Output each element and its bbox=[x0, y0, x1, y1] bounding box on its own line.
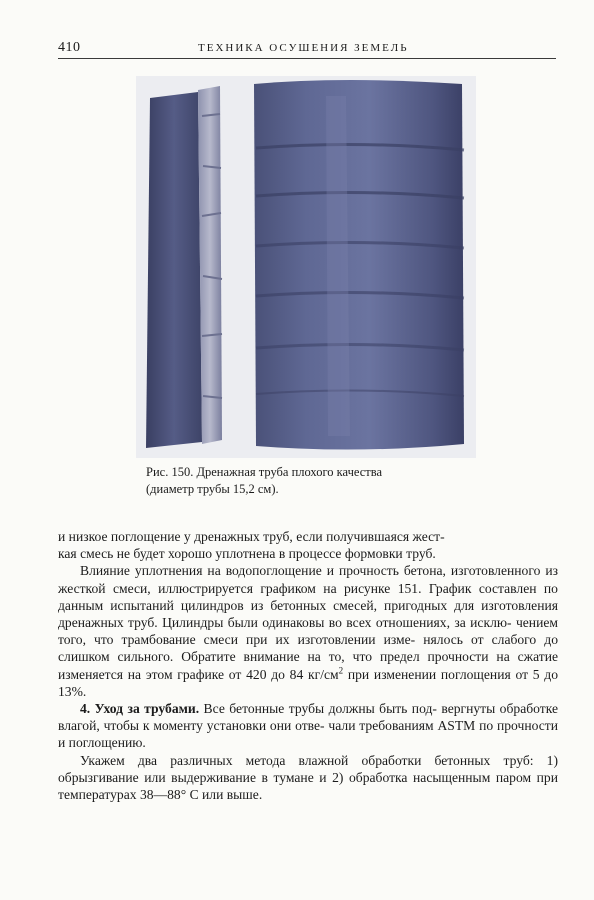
text-line: чали требованиям ASTM по прочности и поглощению. bbox=[58, 718, 558, 751]
running-header bbox=[58, 38, 556, 59]
text-line: до 84 кг/см bbox=[271, 666, 339, 682]
text-line: Все бетонные трубы должны быть под- bbox=[199, 701, 437, 717]
paragraph bbox=[58, 562, 558, 700]
section-heading: 4. Уход за трубами. bbox=[80, 701, 200, 717]
text-line: вергнуты обработке влагой, чтобы к моменту установки они отве- bbox=[58, 701, 559, 734]
text-line: насыщенным паром при температурах 38—88° С или выше. bbox=[58, 769, 558, 803]
page-number: 410 bbox=[58, 40, 81, 55]
drainage-pipe-photo bbox=[136, 76, 476, 458]
text-line: при изменении поглощения от 5 до 13%. bbox=[58, 666, 558, 699]
running-title: ТЕХНИКА ОСУШЕНИЯ ЗЕМЕЛЬ bbox=[198, 42, 409, 54]
text-line: Влияние уплотнения на водопоглощение и прочность бетона, bbox=[80, 563, 446, 579]
caption-line: (диаметр трубы 15,2 см). bbox=[146, 482, 279, 496]
text-line: нялось от слабого до слишком сильного. Обратите внимание на то, bbox=[58, 632, 558, 665]
text-line: и низкое поглощение у дренажных труб, если получившаяся жест- bbox=[58, 529, 445, 544]
paragraph bbox=[58, 528, 558, 562]
text-line: на рисунке 151. График составлен по данным испытаний цилиндров bbox=[58, 580, 558, 613]
figure-photo bbox=[136, 76, 476, 458]
paragraph bbox=[58, 700, 558, 752]
superscript: 2 bbox=[338, 665, 344, 676]
text-line: Укажем два различных метода влажной обработки бетонных bbox=[80, 752, 491, 768]
caption-line: Рис. 150. Дренажная труба плохого качества bbox=[146, 465, 383, 479]
text-line: что предел прочности на сжатие изменяется на этом графике от 420 bbox=[58, 649, 559, 682]
text-line: из бетонных смесей, пригодных для изготовления дренажных bbox=[58, 597, 559, 631]
text-line: труб. Цилиндры были одинаковы во всех отношениях, за исклю- bbox=[128, 615, 512, 631]
text-line: чением того, что трамбование смеси при их изготовлении изме- bbox=[58, 615, 558, 648]
text-line: кая смесь не будет хорошо уплотнена в процессе формовки труб. bbox=[58, 546, 436, 562]
body-text bbox=[58, 528, 558, 803]
figure-caption bbox=[146, 464, 486, 498]
text-line: труб: 1) обрызгивание или выдерживание в тумане и 2) обработка bbox=[58, 752, 559, 785]
paragraph bbox=[58, 752, 558, 804]
text-line: изготовленного из жесткой смеси, иллюстрируется графиком bbox=[58, 563, 558, 596]
